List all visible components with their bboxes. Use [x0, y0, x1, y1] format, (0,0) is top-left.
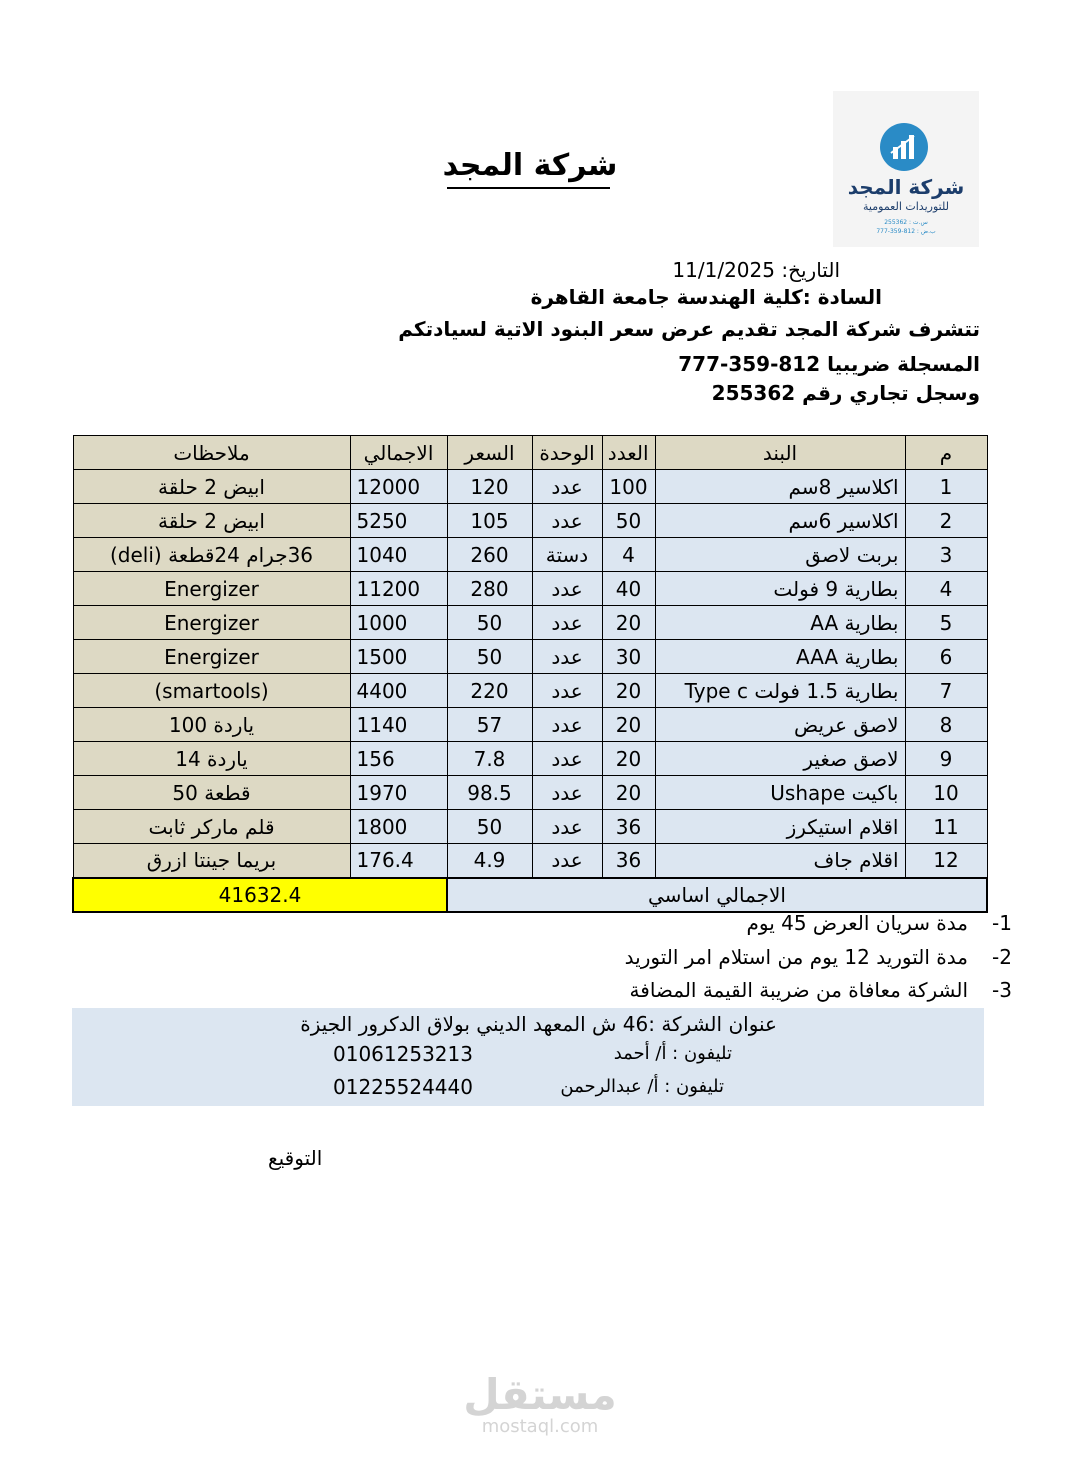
- row-number: 4: [905, 572, 987, 606]
- row-number: 1: [905, 470, 987, 504]
- item-unit: دستة: [532, 538, 602, 572]
- item-qty: 20: [602, 674, 655, 708]
- title-underline: [447, 187, 610, 189]
- item-notes: ياردة 100: [73, 708, 350, 742]
- sum-value: 41632.4: [73, 878, 447, 912]
- table-row: [73, 470, 987, 504]
- item-qty: 20: [602, 708, 655, 742]
- item-unit: عدد: [532, 708, 602, 742]
- header-unit: الوحدة: [532, 436, 602, 470]
- phone2-label: تليفون : أ/ عبدالرحمن: [560, 1076, 724, 1097]
- item-total: 1040: [350, 538, 447, 572]
- table-row: [73, 776, 987, 810]
- item-unit: عدد: [532, 776, 602, 810]
- table-row: [73, 844, 987, 878]
- company-address: عنوان الشركة :46 ش المعهد الديني بولاق الدكرور الجيزة: [300, 1012, 777, 1036]
- table-row: [73, 640, 987, 674]
- item-price: 57: [447, 708, 532, 742]
- item-notes: Energizer: [73, 640, 350, 674]
- logo-name: شركة المجد: [847, 175, 965, 199]
- item-total: 156: [350, 742, 447, 776]
- item-name: بطارية AA: [655, 606, 905, 640]
- item-notes: Energizer: [73, 606, 350, 640]
- item-total: 1970: [350, 776, 447, 810]
- table-row: [73, 810, 987, 844]
- table-row: [73, 504, 987, 538]
- item-total: 4400: [350, 674, 447, 708]
- term-item: [624, 945, 1012, 969]
- watermark: [440, 1372, 640, 1436]
- item-price: 50: [447, 606, 532, 640]
- date-value: 11/1/2025: [672, 258, 775, 282]
- item-notes: 36جرام 24قطعة (deli): [73, 538, 350, 572]
- term-number: -3: [992, 978, 1012, 1002]
- table-row: [73, 572, 987, 606]
- table-row: [73, 538, 987, 572]
- item-notes: Energizer: [73, 572, 350, 606]
- item-price: 98.5: [447, 776, 532, 810]
- item-price: 280: [447, 572, 532, 606]
- item-notes: ياردة 14: [73, 742, 350, 776]
- item-total: 11200: [350, 572, 447, 606]
- item-qty: 36: [602, 844, 655, 878]
- term-number: -2: [992, 945, 1012, 969]
- row-number: 9: [905, 742, 987, 776]
- table-header-row: [73, 436, 987, 470]
- table-row: [73, 742, 987, 776]
- item-name: اكلاسير 6سم: [655, 504, 905, 538]
- item-qty: 50: [602, 504, 655, 538]
- term-item: [629, 978, 1012, 1002]
- item-unit: عدد: [532, 640, 602, 674]
- row-number: 3: [905, 538, 987, 572]
- item-name: بطارية 9 فولت: [655, 572, 905, 606]
- item-total: 1500: [350, 640, 447, 674]
- item-unit: عدد: [532, 504, 602, 538]
- phone2-value: 01225524440: [333, 1075, 473, 1099]
- recipient-line: السادة :كلية الهندسة جامعة القاهرة: [530, 285, 882, 309]
- item-price: 220: [447, 674, 532, 708]
- item-qty: 36: [602, 810, 655, 844]
- item-total: 176.4: [350, 844, 447, 878]
- item-name: لاصق صغير: [655, 742, 905, 776]
- item-qty: 20: [602, 776, 655, 810]
- item-price: 4.9: [447, 844, 532, 878]
- item-name: بربت لاصق: [655, 538, 905, 572]
- item-qty: 20: [602, 606, 655, 640]
- item-notes: قلم ماركر ثابت: [73, 810, 350, 844]
- date-label: التاريخ:: [781, 258, 840, 282]
- item-name: باكيت Ushape: [655, 776, 905, 810]
- term-text: مدة سريان العرض 45 يوم: [746, 911, 968, 935]
- item-price: 105: [447, 504, 532, 538]
- item-qty: 40: [602, 572, 655, 606]
- phone1-value: 01061253213: [333, 1042, 473, 1066]
- term-item: [746, 911, 1012, 935]
- item-qty: 4: [602, 538, 655, 572]
- item-notes: ابيض 2 حلقة: [73, 470, 350, 504]
- watermark-latin: mostaql.com: [481, 1416, 599, 1437]
- row-number: 11: [905, 810, 987, 844]
- header-m: م: [905, 436, 987, 470]
- item-name: اقلام استيكرز: [655, 810, 905, 844]
- header-qty: العدد: [602, 436, 655, 470]
- sum-label: الاجمالي اساسي: [447, 878, 987, 912]
- item-name: اكلاسير 8سم: [655, 470, 905, 504]
- item-price: 50: [447, 640, 532, 674]
- item-unit: عدد: [532, 470, 602, 504]
- item-name: بطارية 1.5 فولت Type c: [655, 674, 905, 708]
- item-notes: ابيض 2 حلقة: [73, 504, 350, 538]
- item-unit: عدد: [532, 572, 602, 606]
- item-price: 50: [447, 810, 532, 844]
- item-unit: عدد: [532, 674, 602, 708]
- logo-registration: س.ت : 255362: [884, 219, 928, 226]
- intro-line: تتشرف شركة المجد تقديم عرض سعر البنود الاتية لسيادتكم: [398, 317, 980, 341]
- logo-subtitle: للتوريدات العمومية: [863, 200, 949, 213]
- header-price: السعر: [447, 436, 532, 470]
- table-row: [73, 708, 987, 742]
- item-total: 5250: [350, 504, 447, 538]
- table-row: [73, 674, 987, 708]
- commercial-register-line: وسجل تجاري رقم 255362: [711, 381, 980, 405]
- item-unit: عدد: [532, 810, 602, 844]
- item-name: بطارية AAA: [655, 640, 905, 674]
- item-total: 12000: [350, 470, 447, 504]
- item-qty: 20: [602, 742, 655, 776]
- watermark-arabic: مستقل: [463, 1370, 617, 1419]
- signature-label: التوقيع: [268, 1146, 323, 1170]
- term-text: الشركة معافاة من ضريبة القيمة المضافة: [629, 978, 968, 1002]
- row-number: 6: [905, 640, 987, 674]
- item-unit: عدد: [532, 844, 602, 878]
- items-table: [72, 435, 988, 913]
- item-unit: عدد: [532, 742, 602, 776]
- row-number: 10: [905, 776, 987, 810]
- row-number: 7: [905, 674, 987, 708]
- row-number: 8: [905, 708, 987, 742]
- header-item: البند: [655, 436, 905, 470]
- item-total: 1140: [350, 708, 447, 742]
- date-line: [672, 258, 840, 282]
- item-notes: بريما جينتا ازرق: [73, 844, 350, 878]
- row-number: 12: [905, 844, 987, 878]
- table-row: [73, 606, 987, 640]
- item-total: 1800: [350, 810, 447, 844]
- page-title: شركة المجد: [442, 148, 618, 183]
- term-text: مدة التوريد 12 يوم من استلام امر التوريد: [624, 945, 968, 969]
- item-price: 260: [447, 538, 532, 572]
- item-notes: قطعة 50: [73, 776, 350, 810]
- row-number: 5: [905, 606, 987, 640]
- item-qty: 100: [602, 470, 655, 504]
- header-notes: ملاحظات: [73, 436, 350, 470]
- header-total: الاجمالي: [350, 436, 447, 470]
- phone1-label: تليفون : أ/ أحمد: [613, 1043, 732, 1064]
- tax-line: المسجلة ضريبيا 812-359-777: [678, 352, 980, 376]
- item-total: 1000: [350, 606, 447, 640]
- item-unit: عدد: [532, 606, 602, 640]
- logo-tax: ب.ض : 812-359-777: [876, 228, 936, 235]
- item-notes: (smartools): [73, 674, 350, 708]
- company-logo: [833, 91, 979, 247]
- item-name: اقلام جاف: [655, 844, 905, 878]
- item-name: لاصق عريض: [655, 708, 905, 742]
- item-qty: 30: [602, 640, 655, 674]
- chart-icon: [880, 123, 928, 171]
- sum-row: [73, 878, 987, 912]
- row-number: 2: [905, 504, 987, 538]
- term-number: -1: [992, 911, 1012, 935]
- item-price: 7.8: [447, 742, 532, 776]
- item-price: 120: [447, 470, 532, 504]
